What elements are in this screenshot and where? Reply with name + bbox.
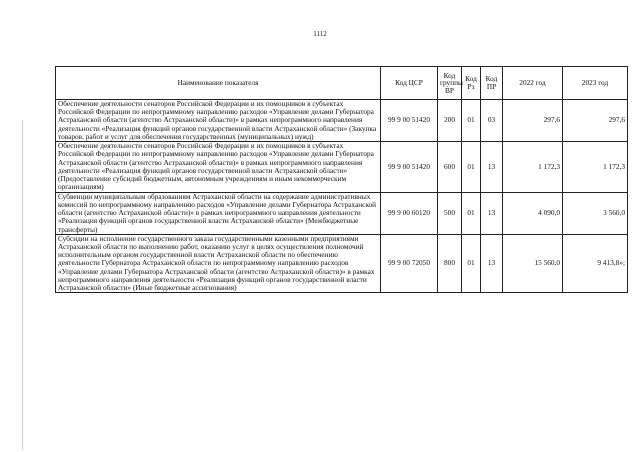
row-name: Обеспечение деятельности сенаторов Российской Федерации и их помощников в субъектах Российской Федерации по непрограммному направлению расходов «Управление делами Губернатора Астраханской области (агентство Астраханской области)» в рамках непрограммного направления деятельности «Реализация функций органов государственной власти Астраханской области» (Предоставление субсидий бюджетным, автономным учреждениям и иным некоммерческим организациям) [56, 142, 381, 192]
header-name: Наименование показателя [56, 67, 381, 100]
row-rz: 01 [462, 100, 481, 142]
row-vr: 800 [438, 234, 462, 293]
header-2023: 2023 год [563, 67, 628, 100]
row-2022: 4 090,0 [503, 192, 563, 234]
row-2023: 3 560,0 [563, 192, 628, 234]
row-2022: 15 560,0 [503, 234, 563, 293]
row-csr: 99 9 00 60120 [381, 192, 438, 234]
budget-table [55, 66, 628, 293]
row-pr: 13 [481, 192, 503, 234]
row-csr: 99 9 00 72050 [381, 234, 438, 293]
row-vr: 200 [438, 100, 462, 142]
row-2022: 297,6 [503, 100, 563, 142]
row-name: Субвенции муниципальным образованиям Астраханской области на содержание административных комиссий по непрограммному направлению расходов «Управление делами Губернатора Астраханской области (агентство Астраханской области)» в рамках непрограммного направления деятельности «Реализация функций органов государственной власти Астраханской области» (Межбюджетные трансферты) [56, 192, 381, 234]
table-row [56, 234, 628, 293]
header-2022: 2022 год [503, 67, 563, 100]
row-pr: 13 [481, 234, 503, 293]
row-2023: 1 172,3 [563, 142, 628, 192]
row-rz: 01 [462, 142, 481, 192]
row-rz: 01 [462, 192, 481, 234]
table-header-row [56, 67, 628, 100]
row-pr: 03 [481, 100, 503, 142]
row-name: Обеспечение деятельности сенаторов Российской Федерации и их помощников в субъектах Российской Федерации по непрограммному направлению расходов «Управление делами Губернатора Астраханской области (агентство Астраханской области)» в рамках непрограммного направления деятельности «Реализация функций органов государственной власти Астраханской области» (Закупка товаров, работ и услуг для обеспечения государственных (муниципальных) нужд) [56, 100, 381, 142]
row-vr: 600 [438, 142, 462, 192]
row-2023: 297,6 [563, 100, 628, 142]
table-row [56, 192, 628, 234]
table-row [56, 100, 628, 142]
row-rz: 01 [462, 234, 481, 293]
row-csr: 99 9 00 51420 [381, 142, 438, 192]
header-csr: Код ЦСР [381, 67, 438, 100]
header-vr: Код группы ВР [438, 67, 462, 100]
row-csr: 99 9 00 51420 [381, 100, 438, 142]
table-row [56, 142, 628, 192]
page-number: 1112 [313, 30, 327, 38]
row-name: Субсидии на исполнение государственного заказа государственными казенными предприятиями Астраханской области по выполнению работ, оказанию услуг в целях осуществления полномочий исполнительным органом государственной власти Астраханской области по обеспечению деятельности Губернатора Астраханской области по непрограммному направлению расходов «Управление делами Губернатора Астраханской области (агентство Астраханской области)» в рамках непрограммного направления деятельности «Реализация функций органов государственной власти Астраханской области» (Иные бюджетные ассигнования) [56, 234, 381, 293]
row-pr: 13 [481, 142, 503, 192]
header-rz: Код Рз [462, 67, 481, 100]
row-vr: 500 [438, 192, 462, 234]
row-2022: 1 172,3 [503, 142, 563, 192]
header-pr: Код ПР [481, 67, 503, 100]
row-2023: 9 413,8»; [563, 234, 628, 293]
scan-edge-line [22, 120, 23, 450]
